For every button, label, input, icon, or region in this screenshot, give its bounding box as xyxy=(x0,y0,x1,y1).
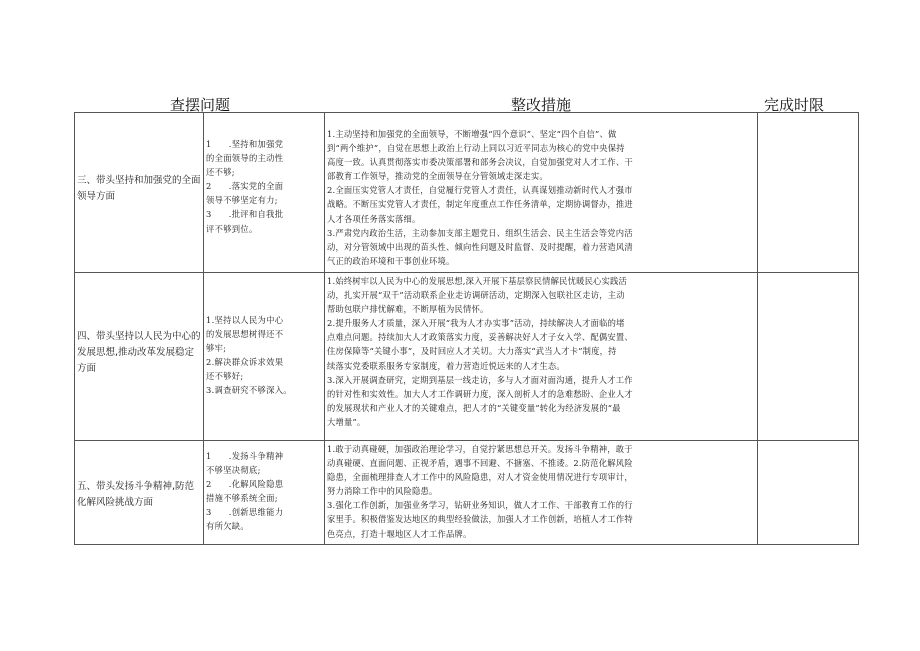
measures-text: 1.主动坚持和加强党的全面领导，不断增强“四个意识”、坚定“四个自信”、做 到“两个维护”，自觉在思想上政治上行动上同以习近平同志为核心的党中央保持 高度一致。认真贯彻落实市委决策部署和部务会决议，自觉加强党对人才工作、干 部教育工作领导，推动党的全面领导在分管领域走深走实。 2.全面压实党管人才责任，自觉履行党管人才责任，认真谋划推动新时代人才强市 战略。不断压实党管人才责任，制定年度重点工作任务清单，定期协调督办，推进 人才各项任务落实落细。 3.严肃党内政治生活，主动参加支部主题党日、组织生活会、民主生活会等党内活 动，对分管领域中出现的苗头性、倾向性问题及时监督、及时提醒，着力营造风清 气正的政治环境和干事创业环境。 xyxy=(327,129,633,266)
table-row xyxy=(75,273,859,441)
problems-cell xyxy=(204,273,325,441)
header-deadline: 完成时限 xyxy=(764,96,825,114)
area-text: 五、带头发扬斗争精神,防范化解风险挑战方面 xyxy=(77,481,195,508)
area-cell xyxy=(75,441,204,545)
measures-text: 1.敢于动真碰硬，加强政治理论学习，自觉拧紧思想总开关。发扬斗争精神，敢于 动真碰硬、直面问题、正视矛盾，遇事不回避、不搪塞、不推诿。2.防范化解风险 隐患，全面梳理排查人才工作中的风险隐患，对人才资金使用情况进行专项审计， 努力消除工作中的风险隐患。 3.强化工作创新，加强业务学习，钻研业务知识，做人才工作、干部教育工作的行 家里手。积极借鉴发达地区的典型经验做法，加强人才工作创新，培植人才工作特 色亮点，打造十堰地区人才工作品牌。 xyxy=(327,444,633,539)
deadline-cell xyxy=(758,113,859,273)
measures-text: 1.始终树牢以人民为中心的发展思想,深入开展下基层察民情解民忧暖民心实践活 动，扎实开展“双千”活动联系企业走访调研活动，定期深入包联社区走访，主动 帮助包联户排忧解难，不断厚植为民情怀。 2.提升服务人才质量，深入开展“我为人才办实事”活动，持续解决人才面临的堵 点难点问题。持续加大人才政策落实力度，妥善解决好人才子女入学、配偶安置、 住房保障等“关键小事”，及时回应人才关切。大力落实“武当人才卡”制度，持 续落实党委联系服务专家制度，着力营造近悦远来的人才生态。 3.深入开展调查研究，定期到基层一线走访，多与人才面对面沟通，提升人才工作 的针对性和实效性。加大人才工作调研力度，深入剖析人才的急难愁盼、企业人才 的发展现状和产业人才的关键难点，把人才的“关键变量”转化为经济发展的“最 大增量”。 xyxy=(327,276,633,427)
area-cell xyxy=(75,113,204,273)
deadline-cell xyxy=(758,441,859,545)
problems-cell xyxy=(204,113,325,273)
area-text: 三、带头坚持和加强党的全面领导方面 xyxy=(77,175,201,202)
measures-cell xyxy=(325,441,758,545)
problems-text: 1 .坚持和加强党 的全面领导的主动性 还不够; 2 .落实党的全面 领导不够坚定有力; 3 .批评和自我批 评不够到位。 xyxy=(206,139,284,234)
rectification-table xyxy=(74,112,859,545)
table-row xyxy=(75,441,859,545)
measures-cell xyxy=(325,273,758,441)
measures-cell xyxy=(325,113,758,273)
problems-cell xyxy=(204,441,325,545)
area-text: 四、带头坚持以人民为中心的发展思想,推动改革发展稳定方面 xyxy=(77,331,201,374)
problems-text: 1 .发扬斗争精神 不够坚决彻底; 2 .化解风险隐患 措施不够系统全面; 3 .创新思维能力 有所欠缺。 xyxy=(206,451,284,532)
header-problems: 查摆问题 xyxy=(170,96,231,114)
area-cell xyxy=(75,273,204,441)
table-row xyxy=(75,113,859,273)
problems-text: 1.坚持以人民为中心 的发展思想树得还不 够牢; 2.解决群众诉求效果 还不够好; 3.调查研究不够深入。 xyxy=(206,315,292,396)
deadline-cell xyxy=(758,273,859,441)
header-measures: 整改措施 xyxy=(511,96,572,114)
